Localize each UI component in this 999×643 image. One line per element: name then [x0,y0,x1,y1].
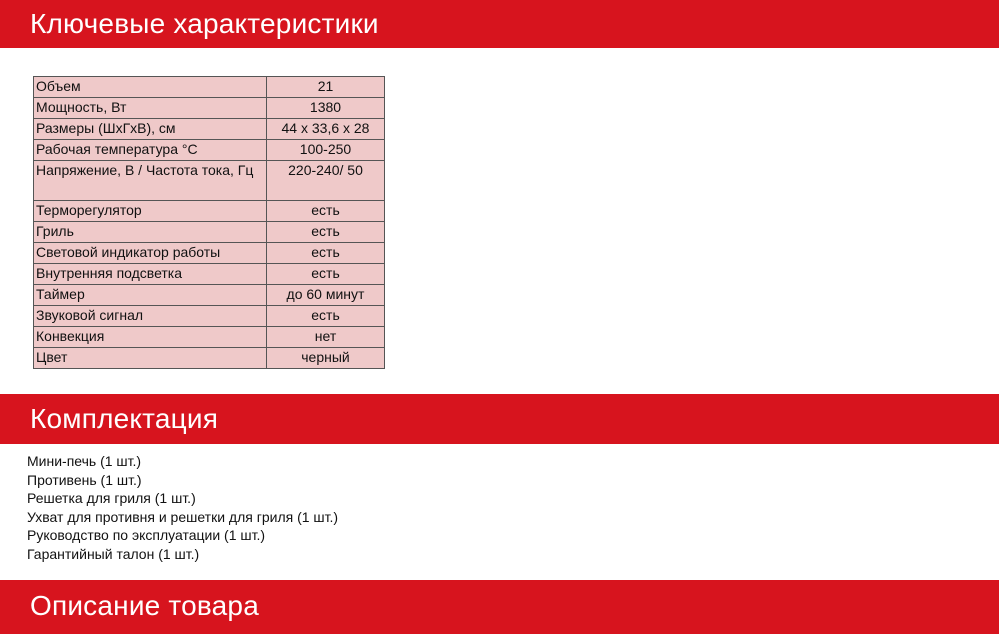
spec-key: Размеры (ШхГхВ), см [34,119,267,140]
spec-key: Объем [34,77,267,98]
spec-key: Звуковой сигнал [34,306,267,327]
spec-key: Гриль [34,222,267,243]
spec-value: черный [267,348,385,369]
spec-value: 220-240/ 50 [267,161,385,201]
table-row [34,327,385,348]
spec-value: нет [267,327,385,348]
table-row [34,285,385,306]
key-specs-heading: Ключевые характеристики [0,0,999,48]
spec-value: есть [267,243,385,264]
spec-value: 44 х 33,6 х 28 [267,119,385,140]
table-row [34,140,385,161]
table-row [34,161,385,201]
spec-key: Рабочая температура °С [34,140,267,161]
kit-heading: Комплектация [0,394,999,444]
spec-key: Внутренняя подсветка [34,264,267,285]
table-row [34,348,385,369]
spec-value: есть [267,306,385,327]
table-row [34,98,385,119]
list-item: Противень (1 шт.) [27,471,142,488]
spec-key: Конвекция [34,327,267,348]
specs-table [33,76,385,369]
spec-value: 21 [267,77,385,98]
spec-value: есть [267,222,385,243]
table-row [34,119,385,140]
spec-key: Световой индикатор работы [34,243,267,264]
table-row [34,264,385,285]
spec-value: 100-250 [267,140,385,161]
spec-key: Терморегулятор [34,201,267,222]
table-row [34,243,385,264]
list-item: Решетка для гриля (1 шт.) [27,490,196,507]
description-heading: Описание товара [0,580,999,632]
table-row [34,77,385,98]
kit-list [27,452,338,564]
table-row [34,201,385,222]
spec-value: есть [267,201,385,222]
spec-key: Цвет [34,348,267,369]
spec-value: есть [267,264,385,285]
spec-key: Таймер [34,285,267,306]
spec-value: 1380 [267,98,385,119]
spec-value: до 60 минут [267,285,385,306]
table-row [34,306,385,327]
spec-key: Мощность, Вт [34,98,267,119]
list-item: Гарантийный талон (1 шт.) [27,545,200,562]
divider [0,632,999,634]
table-row [34,222,385,243]
list-item: Руководство по эксплуатации (1 шт.) [27,527,266,544]
spec-key: Напряжение, В / Частота тока, Гц [34,161,267,201]
list-item: Мини-печь (1 шт.) [27,453,142,469]
list-item: Ухват для противня и решетки для гриля (1 шт.) [27,508,339,525]
